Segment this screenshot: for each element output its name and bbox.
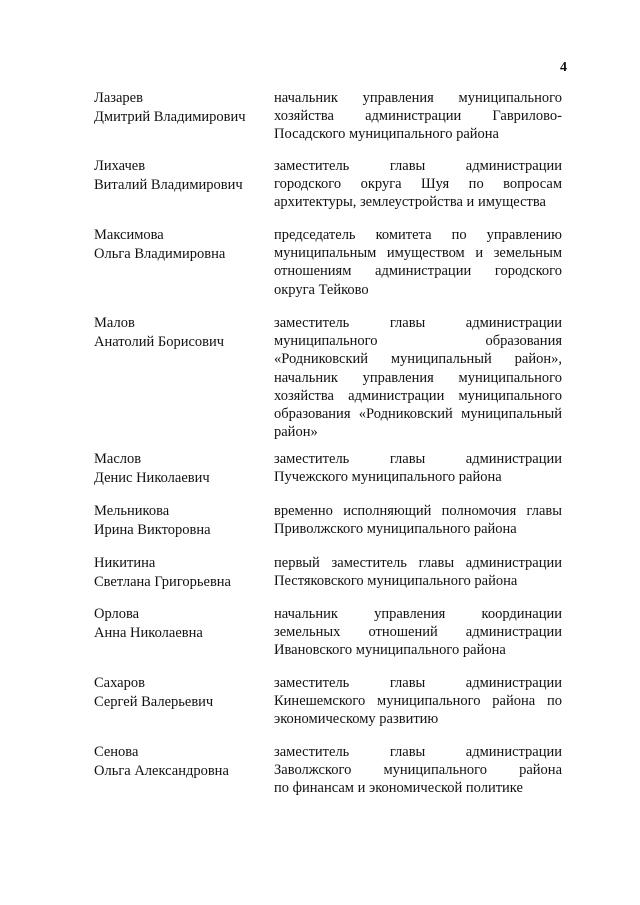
- position-line: экономическому развитию: [274, 711, 439, 728]
- surname: Сенова: [94, 744, 139, 760]
- position-line: округа Тейково: [274, 281, 369, 298]
- given-names: Дмитрий Владимирович: [94, 109, 246, 125]
- given-names: Анна Николаевна: [94, 625, 203, 641]
- position-line: муниципального образования: [274, 333, 562, 350]
- position-line: заместитель главы администрации: [274, 315, 562, 331]
- position-line: Приволжского муниципального района: [274, 521, 517, 538]
- position-line: по финансам и экономической политике: [274, 780, 523, 797]
- person-name: [94, 554, 264, 592]
- position-line: начальник управления муниципального: [274, 90, 562, 106]
- position-line: временно исполняющий полномочия главы: [274, 503, 562, 519]
- given-names: Ирина Викторовна: [94, 522, 211, 538]
- position-line: первый заместитель главы администрации: [274, 555, 562, 571]
- surname: Лазарев: [94, 90, 143, 106]
- given-names: Денис Николаевич: [94, 470, 210, 486]
- position-line: архитектуры, землеустройства и имущества: [274, 194, 546, 211]
- position-line: отношениям администрации городского: [274, 263, 562, 280]
- position-text: [274, 605, 562, 660]
- person-name: [94, 314, 264, 352]
- position-line: заместитель главы администрации: [274, 451, 562, 467]
- person-name: [94, 674, 264, 712]
- position-line: Ивановского муниципального района: [274, 642, 506, 659]
- surname: Мельникова: [94, 503, 170, 519]
- position-line: городского округа Шуя по вопросам: [274, 176, 562, 193]
- position-line: Пестяковского муниципального района: [274, 573, 518, 590]
- person-name: [94, 743, 264, 781]
- surname: Максимова: [94, 227, 164, 243]
- page-number: 4: [560, 60, 567, 75]
- position-line: образования «Родниковский муниципальный: [274, 406, 562, 423]
- given-names: Ольга Александровна: [94, 763, 229, 779]
- surname: Сахаров: [94, 675, 145, 691]
- given-names: Сергей Валерьевич: [94, 694, 214, 710]
- position-line: начальник управления муниципального: [274, 369, 562, 386]
- person-name: [94, 605, 264, 643]
- position-text: [274, 502, 562, 538]
- position-line: заместитель главы администрации: [274, 744, 562, 760]
- position-line: заместитель главы администрации: [274, 675, 562, 691]
- position-text: [274, 314, 562, 441]
- person-name: [94, 450, 264, 488]
- surname: Орлова: [94, 606, 140, 622]
- position-text: [274, 89, 562, 144]
- position-line: председатель комитета по управлению: [274, 227, 562, 243]
- given-names: Светлана Григорьевна: [94, 574, 231, 590]
- position-line: земельных отношений администрации: [274, 624, 562, 641]
- given-names: Виталий Владимирович: [94, 177, 243, 193]
- position-text: [274, 157, 562, 212]
- given-names: Ольга Владимировна: [94, 246, 226, 262]
- position-line: заместитель главы администрации: [274, 158, 562, 174]
- position-line: Пучежского муниципального района: [274, 469, 502, 486]
- position-line: муниципальным имуществом и земельным: [274, 245, 562, 262]
- person-name: [94, 89, 264, 127]
- position-line: Заволжского муниципального района: [274, 762, 562, 779]
- person-name: [94, 502, 264, 540]
- surname: Лихачев: [94, 158, 146, 174]
- position-text: [274, 674, 562, 729]
- position-line: хозяйства администрации Гаврилово-: [274, 108, 562, 125]
- position-line: начальник управления координации: [274, 606, 562, 622]
- position-line: хозяйства администрации муниципального: [274, 387, 562, 404]
- position-line: Посадского муниципального района: [274, 126, 499, 143]
- person-name: [94, 226, 264, 264]
- surname: Никитина: [94, 555, 156, 571]
- position-line: район»: [274, 424, 318, 441]
- surname: Маслов: [94, 451, 142, 467]
- position-line: «Родниковский муниципальный район»,: [274, 351, 562, 368]
- position-line: Кинешемского муниципального района по: [274, 693, 562, 710]
- given-names: Анатолий Борисович: [94, 334, 225, 350]
- person-name: [94, 157, 264, 195]
- position-text: [274, 226, 562, 299]
- position-text: [274, 450, 562, 486]
- position-text: [274, 743, 562, 798]
- surname: Малов: [94, 315, 135, 331]
- position-text: [274, 554, 562, 590]
